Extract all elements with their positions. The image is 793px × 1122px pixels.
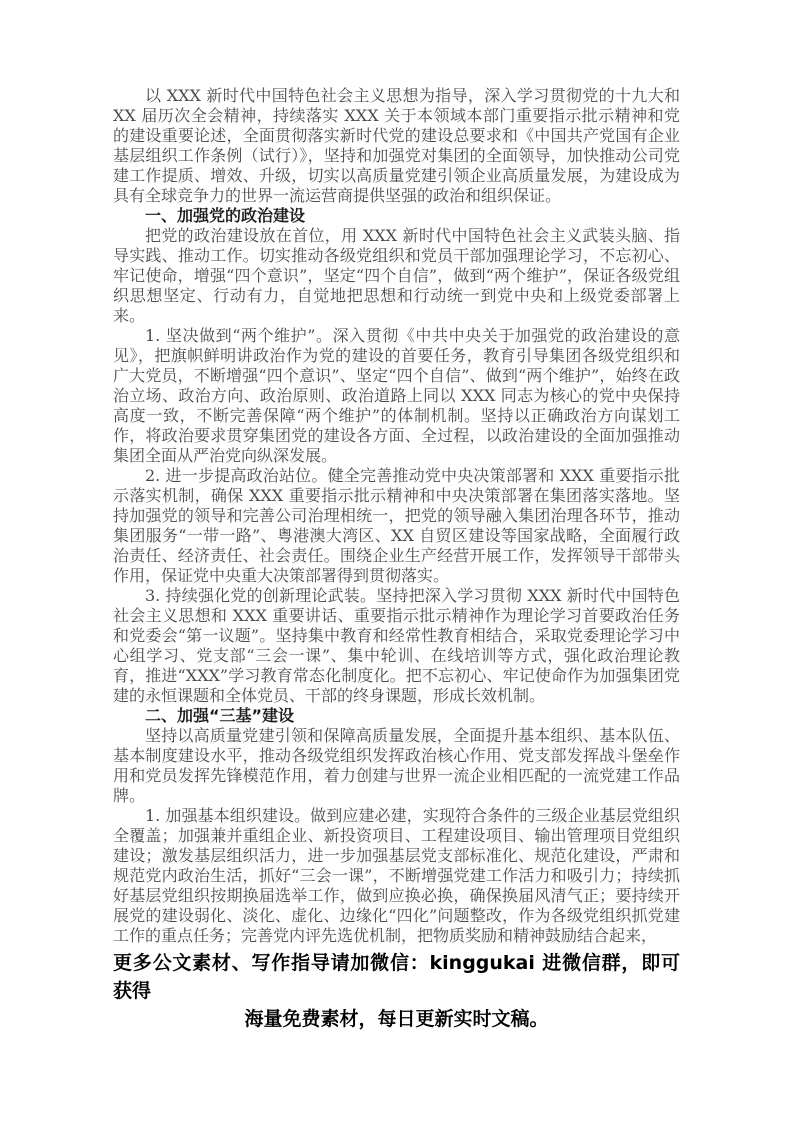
promo-footer [113,949,680,1033]
promo-footer-line-2: 海量免费素材，每日更新实时文稿。 [244,1008,549,1030]
section-1-paragraph-4: 3. 持续强化党的创新理论武装。坚持把深入学习贯彻 XXX 新时代中国特色社会主义思想和 XXX 重要讲话、重要指示批示精神作为理论学习首要政治任务和党委会“第一议题”。坚持集中教育和经常性教育相结合，采取党委理论学习中心组学习、党支部“三会一课”、集中轮训、在线培训等方式，强化政治理论教育，推进“XXX”学习教育常态化制度化。把不忘初心、牢记使命作为加强集团党建的永恒课题和全体党员、干部的终身课题，形成长效机制。 [113,586,680,705]
section-1-paragraph-3: 2. 进一步提高政治站位。健全完善推动党中央决策部署和 XXX 重要指示批示落实机制，确保 XXX 重要指示批示精神和中央决策部署在集团落实落地。坚持加强党的领导和完善公司治理相统一，把党的领导融入集团治理各环节，推动集团服务“一带一路”、粤港澳大湾区、XX 自贸区建设等国家战略，全面履行政治责任、经济责任、社会责任。围绕企业生产经营开展工作，发挥领导干部带头作用，保证党中央重大决策部署得到贯彻落实。 [113,466,680,585]
section-2-paragraph-2: 1. 加强基本组织建设。做到应建必建，实现符合条件的三级企业基层党组织全覆盖；加强兼并重组企业、新投资项目、工程建设项目、输出管理项目党组织建设；激发基层组织活力，进一步加强基层党支部标准化、规范化建设，严肃和规范党内政治生活，抓好“三会一课”，不断增强党建工作活力和吸引力；持续抓好基层党组织按期换届选举工作，做到应换必换，确保换届风清气正；要持续开展党的建设弱化、淡化、虚化、边缘化“四化”问题整改，作为各级党组织抓党建工作的重点任务；完善党内评先选优机制，把物质奖励和精神鼓励结合起来， [113,806,680,945]
section-1-paragraph-2: 1. 坚决做到“两个维护”。深入贯彻《中共中央关于加强党的政治建设的意见》，把旗帜鲜明讲政治作为党的建设的首要任务，教育引导集团各级党组织和广大党员，不断增强“四个意识”、坚定“四个自信”、做到“两个维护”，始终在政治立场、政治方向、政治原则、政治道路上同以 XXX 同志为核心的党中央保持高度一致，不断完善保障“两个维护”的体制机制。坚持以正确政治方向谋划工作，将政治要求贯穿集团党的建设各方面、全过程，以政治建设的全面加强推动集团全面从严治党向纵深发展。 [113,326,680,465]
document-content [113,86,680,1033]
section-1-heading: 一、加强党的政治建设 [145,206,306,225]
intro-paragraph: 以 XXX 新时代中国特色社会主义思想为指导，深入学习贯彻党的十九大和 XX 届历次全会精神，持续落实 XXX 关于本领域本部门重要指示批示精神和党的建设重要论述，全面贯彻落实新时代党的建设总要求和《中国共产党国有企业基层组织工作条例（试行）》，坚持和加强党对集团的全面领导，加快推动公司党建工作提质、增效、升级，切实以高质量党建引领企业高质量发展，为建设成为具有全球竞争力的世界一流运营商提供坚强的政治和组织保证。 [113,86,680,205]
promo-footer-line-1: 更多公文素材、写作指导请加微信：kinggukai 进微信群，即可获得 [113,952,680,1002]
section-1-paragraph-1: 把党的政治建设放在首位，用 XXX 新时代中国特色社会主义武装头脑、指导实践、推动工作。切实推动各级党组织和党员干部加强理论学习，不忘初心、牢记使命，增强“四个意识”，坚定“四个自信”，做到“两个维护”，保证各级党组织思想坚定、行动有力，自觉地把思想和行动统一到党中央和上级党委部署上来。 [113,226,680,325]
section-2-paragraph-1: 坚持以高质量党建引领和保障高质量发展，全面提升基本组织、基本队伍、基本制度建设水平，推动各级党组织发挥政治核心作用、党支部发挥战斗堡垒作用和党员发挥先锋模范作用，着力创建与世界一流企业相匹配的一流党建工作品牌。 [113,726,680,805]
section-2-heading: 二、加强“三基”建设 [145,706,295,725]
